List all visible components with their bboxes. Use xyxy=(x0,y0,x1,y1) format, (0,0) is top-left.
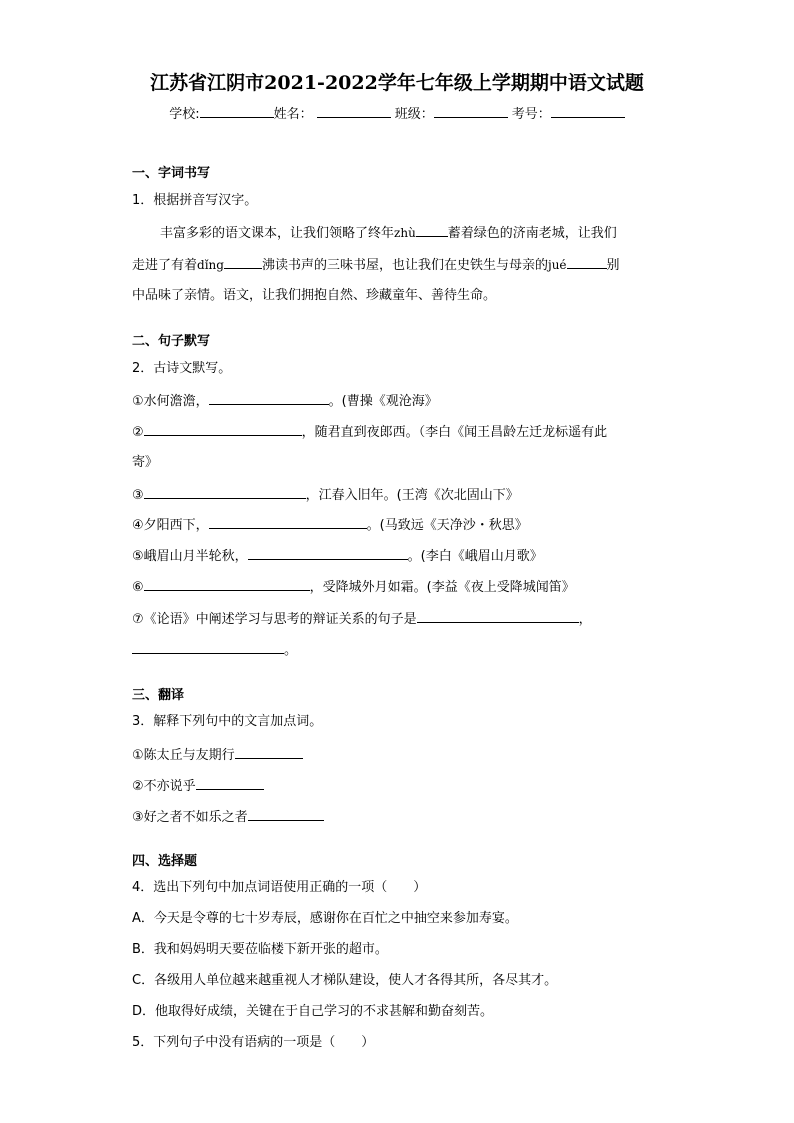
q3-item-2 xyxy=(132,777,264,795)
q1-text: 沸读书声的三味书屋，也让我们在史铁生与母亲的 xyxy=(261,258,548,273)
id-field[interactable] xyxy=(551,104,625,118)
q1-text: 蓄着绿色的济南老城，让我们 xyxy=(447,226,617,241)
q1-line-2 xyxy=(132,256,620,274)
section2-heading: 二、句子默写 xyxy=(132,334,211,349)
answer-blank[interactable] xyxy=(144,578,310,591)
answer-blank[interactable] xyxy=(567,256,607,269)
section3-heading: 三、翻译 xyxy=(132,688,185,703)
q2-line-4 xyxy=(132,516,528,534)
poem-text: ⑦《论语》中阐述学习与思考的辩证关系的句子是 xyxy=(132,612,417,627)
name-label: 姓名： xyxy=(273,107,313,122)
question-2: 2．古诗文默写。 xyxy=(132,361,232,376)
student-info-row xyxy=(0,103,794,122)
q1-line-3: 中品味了亲情。语文，让我们拥抱自然、珍藏童年、善待生命。 xyxy=(132,288,497,303)
q2-line-3 xyxy=(132,486,519,504)
q3-item-1 xyxy=(132,746,303,764)
option-c[interactable]: C．各级用人单位越来越重视人才梯队建设，使人才各得其所，各尽其才。 xyxy=(132,973,558,988)
poem-text: ⑤峨眉山月半轮秋， xyxy=(132,549,248,564)
page-title: 江苏省江阴市2021-2022学年七年级上学期期中语文试题 xyxy=(150,72,644,94)
pinyin-jue: jué xyxy=(547,258,567,272)
poem-text: ③ xyxy=(132,488,144,503)
q1-line-1 xyxy=(160,224,617,242)
answer-blank[interactable] xyxy=(209,392,329,405)
school-field[interactable] xyxy=(200,104,274,118)
answer-blank[interactable] xyxy=(132,641,284,654)
poem-text: ， xyxy=(578,612,592,627)
class-label: 班级： xyxy=(394,107,434,122)
classical-text: ③好之者不如乐之者 xyxy=(132,810,248,825)
answer-blank[interactable] xyxy=(224,256,262,269)
poem-text: ⑥ xyxy=(132,580,144,595)
q2-line-5 xyxy=(132,547,543,565)
q2-line-8 xyxy=(132,641,297,659)
section1-heading: 一、字词书写 xyxy=(132,166,211,181)
class-field[interactable] xyxy=(434,104,508,118)
poem-source: ，受降城外月如霜。(李益《夜上受降城闻笛》 xyxy=(309,580,575,595)
question-4: 4．选出下列句中加点词语使用正确的一项（ ） xyxy=(132,880,427,895)
answer-blank[interactable] xyxy=(144,486,306,499)
answer-blank[interactable] xyxy=(209,516,367,529)
section4-heading: 四、选择题 xyxy=(132,854,198,869)
option-d[interactable]: D．他取得好成绩，关键在于自己学习的不求甚解和勤奋刻苦。 xyxy=(132,1004,494,1019)
answer-blank[interactable] xyxy=(416,224,448,237)
q1-text: 走进了有着 xyxy=(132,258,198,273)
poem-source: 。(马致远《天净沙・秋思》 xyxy=(366,518,528,533)
answer-blank[interactable] xyxy=(235,746,303,759)
name-field[interactable] xyxy=(317,104,391,118)
id-label: 考号： xyxy=(511,107,551,122)
answer-blank[interactable] xyxy=(144,423,302,436)
poem-text: ①水何澹澹， xyxy=(132,394,209,409)
option-a[interactable]: A．今天是令尊的七十岁寿辰，感谢你在百忙之中抽空来参加寿宴。 xyxy=(132,911,518,926)
q3-item-3 xyxy=(132,808,324,826)
q1-text: 丰富多彩的语文课本，让我们领略了终年 xyxy=(160,226,395,241)
question-1: 1．根据拼音写汉字。 xyxy=(132,193,258,208)
answer-blank[interactable] xyxy=(417,610,579,623)
classical-text: ②不亦说乎 xyxy=(132,779,196,794)
poem-text: 。 xyxy=(284,643,298,658)
poem-source: ，江春入旧年。(王湾《次北固山下》 xyxy=(305,488,519,503)
pinyin-zhu: zhù xyxy=(394,226,416,240)
q2-line-2 xyxy=(132,423,607,441)
pinyin-ding: dǐng xyxy=(197,258,224,272)
question-3: 3．解释下列句中的文言加点词。 xyxy=(132,714,323,729)
q2-line-2b: 寄》 xyxy=(132,455,159,470)
option-b[interactable]: B．我和妈妈明天要莅临楼下新开张的超市。 xyxy=(132,942,388,957)
answer-blank[interactable] xyxy=(196,777,264,790)
answer-blank[interactable] xyxy=(248,547,408,560)
poem-source: 。(李白《峨眉山月歌》 xyxy=(407,549,543,564)
poem-source: ，随君直到夜郎西。（李白《闻王昌龄左迁龙标遥有此 xyxy=(301,425,608,440)
poem-text: ② xyxy=(132,425,144,440)
poem-text: ④夕阳西下， xyxy=(132,518,209,533)
question-5: 5．下列句子中没有语病的一项是（ ） xyxy=(132,1035,375,1050)
answer-blank[interactable] xyxy=(248,808,324,821)
q2-line-6 xyxy=(132,578,575,596)
q2-line-1 xyxy=(132,392,438,410)
q2-line-7 xyxy=(132,610,592,628)
school-label: 学校: xyxy=(169,107,200,122)
classical-text: ①陈太丘与友期行 xyxy=(132,748,235,763)
poem-source: 。(曹操《观沧海》 xyxy=(328,394,438,409)
q1-text: 别 xyxy=(606,258,620,273)
